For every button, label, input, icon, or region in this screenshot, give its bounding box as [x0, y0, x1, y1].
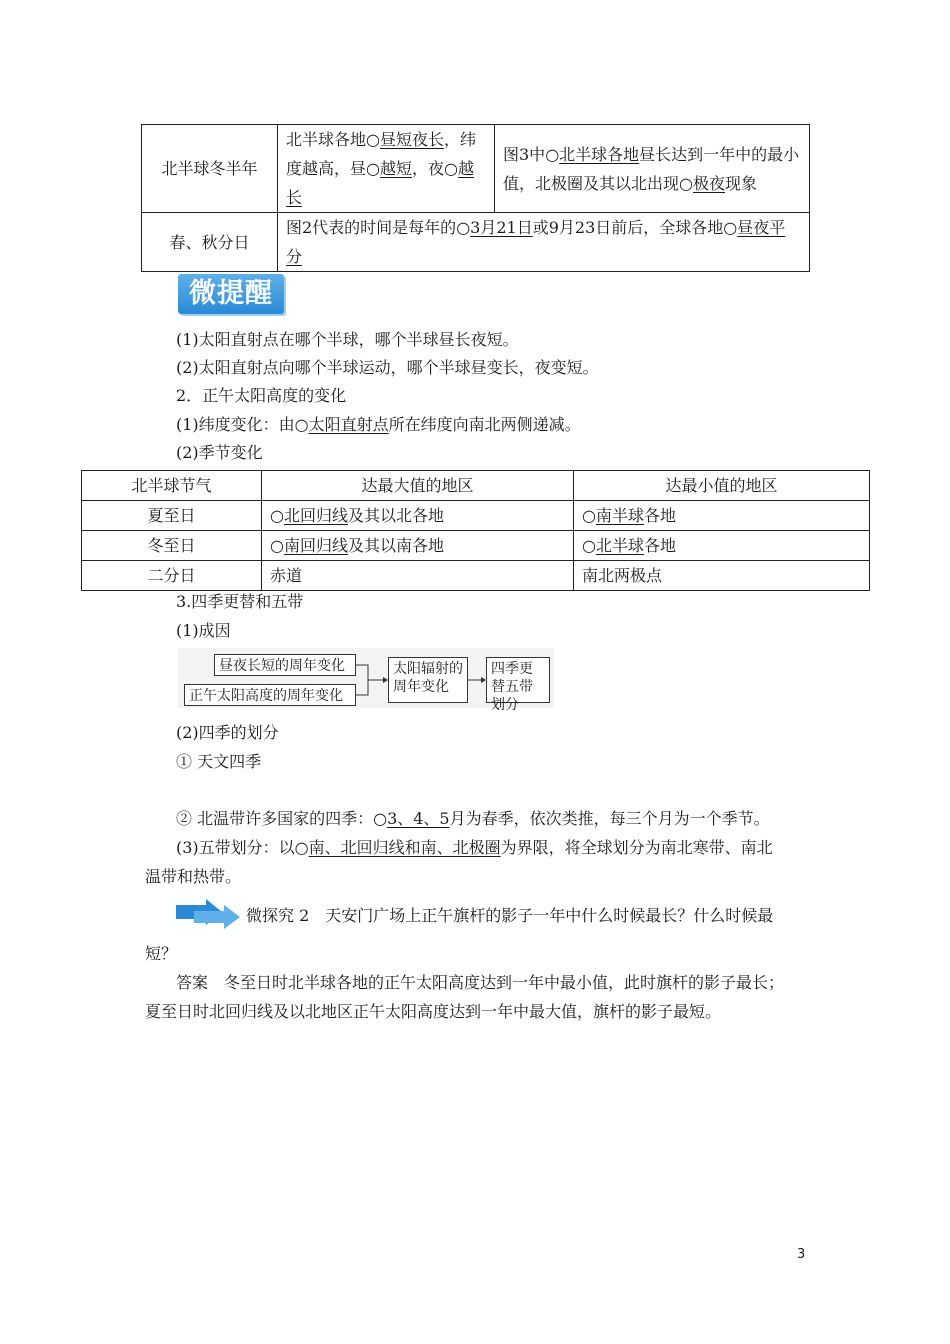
table-header-row — [82, 471, 870, 501]
column-header: 达最大值的地区 — [262, 471, 574, 501]
table-noon-sun-height — [81, 470, 870, 591]
cell-max: ○南回归线及其以南各地 — [262, 531, 574, 561]
flow-box-radiation: 太阳辐射的周年变化 — [388, 657, 468, 703]
row-right-text: 图3中○北半球各地昼长达到一年中的最小值，北极圈及其以北出现○极夜现象 — [495, 125, 810, 213]
cell-term: 二分日 — [82, 561, 262, 591]
table-row — [142, 125, 810, 213]
row-label: 北半球冬半年 — [142, 125, 278, 213]
row-mid-text: 北半球各地○昼短夜长，纬度越高，昼○越短，夜○越长 — [278, 125, 495, 213]
flow-box-seasons: 四季更替五带划分 — [486, 657, 550, 703]
cell-min: ○南半球各地 — [574, 501, 870, 531]
table-hemisphere-winter — [141, 124, 810, 272]
astro-seasons: ① 天文四季 — [176, 752, 262, 771]
arrows-icon — [176, 897, 242, 931]
column-header: 达最小值的地区 — [574, 471, 870, 501]
season-heading: (2)季节变化 — [176, 443, 263, 462]
temperate-seasons: ② 北温带许多国家的四季：○3、4、5月为春季，依次类推，每三个月为一个季节。 — [176, 809, 770, 828]
note-1: (1)太阳直射点在哪个半球，哪个半球昼长夜短。 — [176, 330, 519, 349]
explore-question-cont: 短？ — [145, 944, 178, 963]
latitude-change: (1)纬度变化：由○太阳直射点所在纬度向南北两侧递减。 — [176, 415, 581, 434]
cause-flow-diagram — [178, 648, 554, 713]
table-row — [142, 213, 810, 272]
cause-heading: (1)成因 — [176, 621, 231, 640]
cell-min: 南北两极点 — [574, 561, 870, 591]
division-heading: (2)四季的划分 — [176, 723, 279, 742]
table-row — [82, 561, 870, 591]
zones-line-2: 温带和热带。 — [145, 867, 242, 886]
cell-max: ○北回归线及其以北各地 — [262, 501, 574, 531]
answer-line-1: 答案 冬至日时北半球各地的正午太阳高度达到一年中最小值，此时旗杆的影子最长； — [176, 973, 785, 992]
flow-box-day-length: 昼夜长短的周年变化 — [214, 654, 356, 676]
cell-max: 赤道 — [262, 561, 574, 591]
row-label: 春、秋分日 — [142, 213, 278, 272]
cell-term: 冬至日 — [82, 531, 262, 561]
tip-badge: 微提醒 — [178, 274, 284, 314]
flow-box-noon-height: 正午太阳高度的周年变化 — [184, 684, 356, 706]
answer-line-2: 夏至日时北回归线及以北地区正午太阳高度达到一年中最大值，旗杆的影子最短。 — [145, 1002, 722, 1021]
zones-line-1: (3)五带划分：以○南、北回归线和南、北极圈为界限，将全球划分为南北寒带、南北 — [176, 838, 773, 857]
cell-term: 夏至日 — [82, 501, 262, 531]
page-number: 3 — [797, 1247, 806, 1262]
row-text: 图2代表的时间是每年的○3月21日或9月23日前后，全球各地○昼夜平分 — [278, 213, 810, 272]
section-heading-3: 3.四季更替和五带 — [176, 592, 304, 611]
table-row — [82, 531, 870, 561]
table-row — [82, 501, 870, 531]
cell-min: ○北半球各地 — [574, 531, 870, 561]
section-heading-2: 2．正午太阳高度的变化 — [176, 386, 347, 405]
explore-question: 微探究 2 天安门广场上正午旗杆的影子一年中什么时候最长？什么时候最 — [246, 906, 774, 925]
column-header: 北半球节气 — [82, 471, 262, 501]
note-2: (2)太阳直射点向哪个半球运动，哪个半球昼变长，夜变短。 — [176, 358, 599, 377]
